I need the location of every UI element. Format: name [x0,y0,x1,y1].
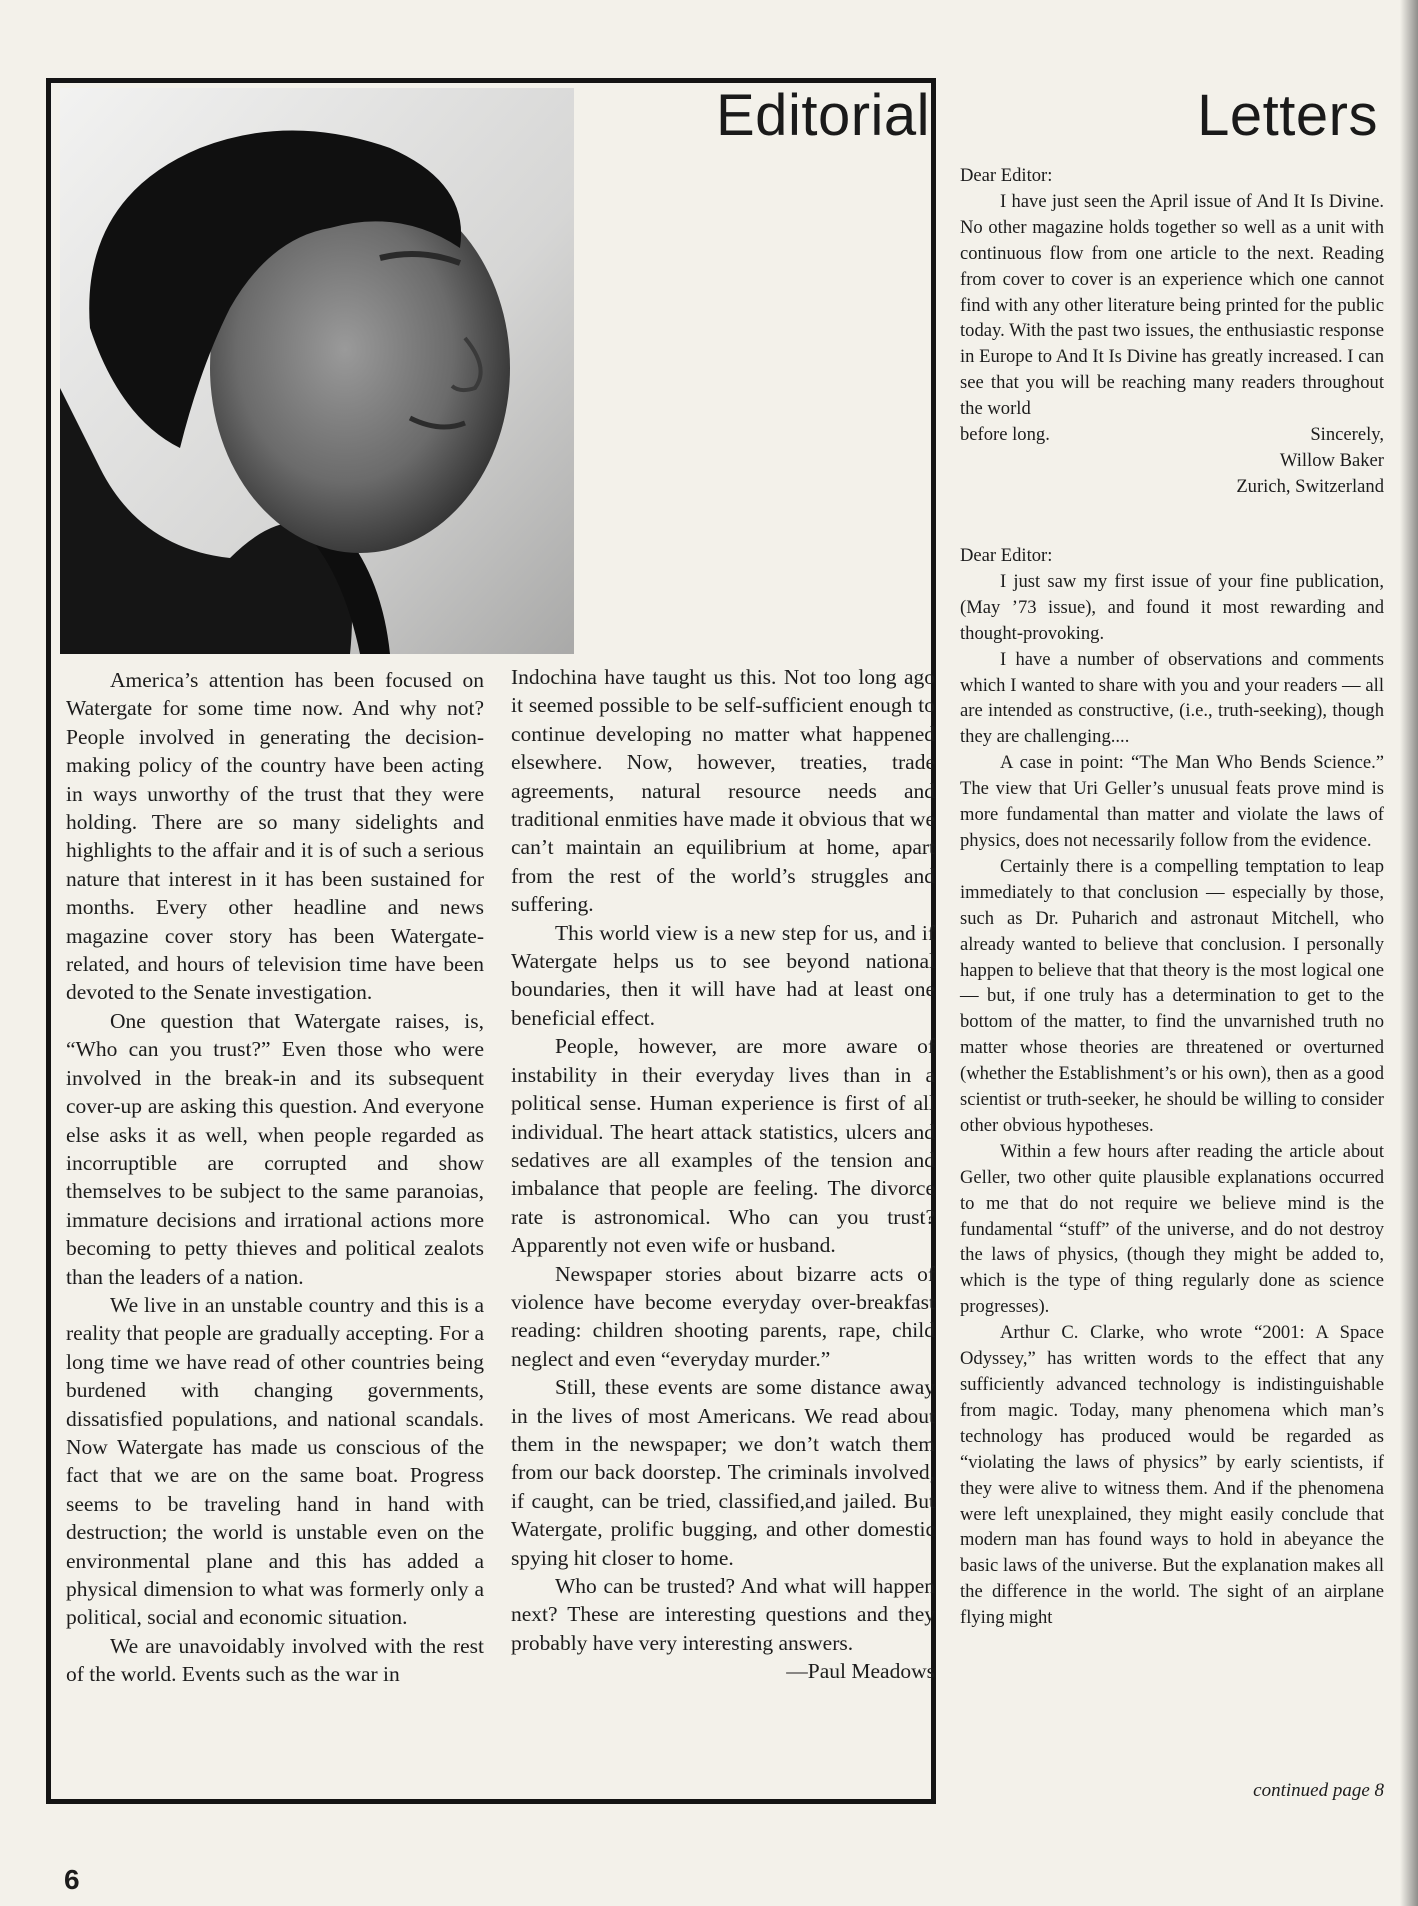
editorial-column-1 [66,666,484,1689]
letter-closing: Sincerely, [1310,424,1384,446]
portrait-illustration [60,88,574,654]
letter-paragraph: Certainly there is a compelling temptation to leap immediately to that conclusion — especially by those, such as Dr. Puharich and astronaut Mitchell, who already wanted to believe that conclusion. I personally happen to believe that that theory is the most logical one — but, if one truly has a determination to get to the bottom of the matter, to find the unvarnished truth no matter whose theories are threatened or overturned (whether the Establishment’s or his own), then as a good scientist or truth-seeker, he should be willing to consider other obvious hypotheses. [960,855,1384,1136]
editorial-paragraph-continued: Indochina have taught us this. Not too long ago it seemed possible to be self-sufficient enough to continue developing no matter what happened elsewhere. Now, however, treaties, trade agreements, natural resource needs and traditional enmities have made it obvious that we can’t maintain an equilibrium at home, apart from the rest of the world’s struggles and suffering. [511,665,935,917]
letter-paragraph: I have a number of observations and comments which I wanted to share with you and your readers — all are intended as constructive, (i.e., truth-seeking), though they are challenging.... [960,648,1384,748]
editorial-paragraph: This world view is a new step for us, and if Watergate helps us to see beyond national boundaries, then it will have had at least one beneficial effect. [511,920,935,1030]
page-number: 6 [64,1864,80,1895]
letter-geller-response [960,543,1384,1631]
letter-paragraph: A case in point: “The Man Who Bends Science.” The view that Uri Geller’s unusual feats prove mind is more fundamental than matter and violate the laws of physics, does not necessarily follow from the evidence. [960,752,1384,851]
letter-author-location: Zurich, Switzerland [1236,475,1384,497]
page-edge-shadow [1400,0,1418,1906]
editorial-heading: Editorial [716,83,931,148]
closing-text: Who can be trusted? And what will happen next? These are interesting questions and they probably have very interesting answers. [511,1574,935,1655]
editorial-paragraph: America’s attention has been focused on Watergate for some time now. And why not? People involved in generating the decision-making policy of the country have been acting in ways unworthy of the trust that they were holding. There are so many sidelights and highlights to the affair and it is of such a serious nature that interest in it has been sustained for months. Every other headline and news magazine cover story has been Watergate-related, and hours of television time have been devoted to the Senate investigation. [66,668,484,1005]
letter-paragraph: Within a few hours after reading the article about Geller, two other quite plausible explanations occurred to me that do not require we believe mind is the fundamental “stuff” of the universe, and do not destroy the laws of physics, (though they might be added to, which is the type of thing regularly done as science progresses). [960,1140,1384,1318]
editorial-column-2 [511,663,935,1686]
editorial-paragraph: One question that Watergate raises, is, “Who can you trust?” Even those who were involved in the break-in and its subsequent cover-up are asking this question. And everyone else asks it as well, when people regarded as incorruptible are corrupted and show themselves to be subject to the same paranoias, immature decisions and irrational actions more becoming to petty thieves and political zealots than the leaders of a nation. [66,1008,484,1289]
letter-salutation: Dear Editor: [960,165,1053,186]
editorial-paragraph: We live in an unstable country and this is a reality that people are gradually accepting. For a long time we have read of other countries being burdened with changing governments, dissatisfied populations, and national scandals. Now Watergate has made us conscious of the fact that we are on the same boat. Progress seems to be traveling hand in hand with destruction; the world is unstable even on the environmental plane and this has added a physical dimension to what was formerly only a political, social and economic situation. [66,1292,484,1630]
editorial-paragraph: People, however, are more aware of instability in their everyday lives than in a political sense. Human experience is first of all individual. The heart attack statistics, ulcers and sedatives are all examples of the tension and imbalance that people are feeling. The divorce rate is astronomical. Who can you trust? Apparently not even wife or husband. [511,1034,935,1258]
letter-closing-line [960,422,1384,448]
author-signature: —Paul Meadows [786,1659,935,1684]
letter-last-line: before long. [960,424,1050,446]
letter-paragraph: Arthur C. Clarke, who wrote “2001: A Space Odyssey,” has written words to the effect that any sufficiently advanced technology is indistinguishable from magic. Today, many phenomena which man’s technology has produced would be regarded as “violating the laws of physics” by early scientists, if they were alive to witness them. And if the phenomena were left unexplained, they might easily conclude that modern man has found ways to hold in abeyance the basic laws of the universe. But the explanation makes all the difference in the world. The sight of an airplane flying might [960,1322,1384,1629]
editorial-paragraph: Newspaper stories about bizarre acts of violence have become everyday over-breakfast reading: children shooting parents, rape, child neglect and even “everyday murder.” [511,1261,935,1371]
letter-salutation: Dear Editor: [960,545,1053,566]
editorial-closing-paragraph [511,1572,935,1684]
letter-willow-baker [960,163,1384,500]
continued-note: continued page 8 [1253,1780,1384,1801]
portrait-photo [60,88,574,654]
letters-heading: Letters [1197,83,1378,148]
letter-body: I have just seen the April issue of And It Is Divine. No other magazine holds together so well as a unit with continuous flow from one article to the next. Reading from cover to cover is an experience which one cannot find with any other literature being printed for the public today. With the past two issues, the enthusiastic response in Europe to And It Is Divine has greatly increased. I can see that you will be reaching many readers throughout the world [960,190,1384,420]
editorial-paragraph: We are unavoidably involved with the rest of the world. Events such as the war in [66,1633,484,1687]
letter-paragraph: I just saw my first issue of your fine publication, (May ’73 issue), and found it most rewarding and thought-provoking. [960,570,1384,644]
letter-author-name: Willow Baker [1279,449,1384,471]
editorial-paragraph: Still, these events are some distance away in the lives of most Americans. We read about them in the newspaper; we don’t watch them from our back doorstep. The criminals involved, if caught, can be tried, classified,and jailed. But Watergate, prolific bugging, and other domestic spying hit closer to home. [511,1375,935,1570]
